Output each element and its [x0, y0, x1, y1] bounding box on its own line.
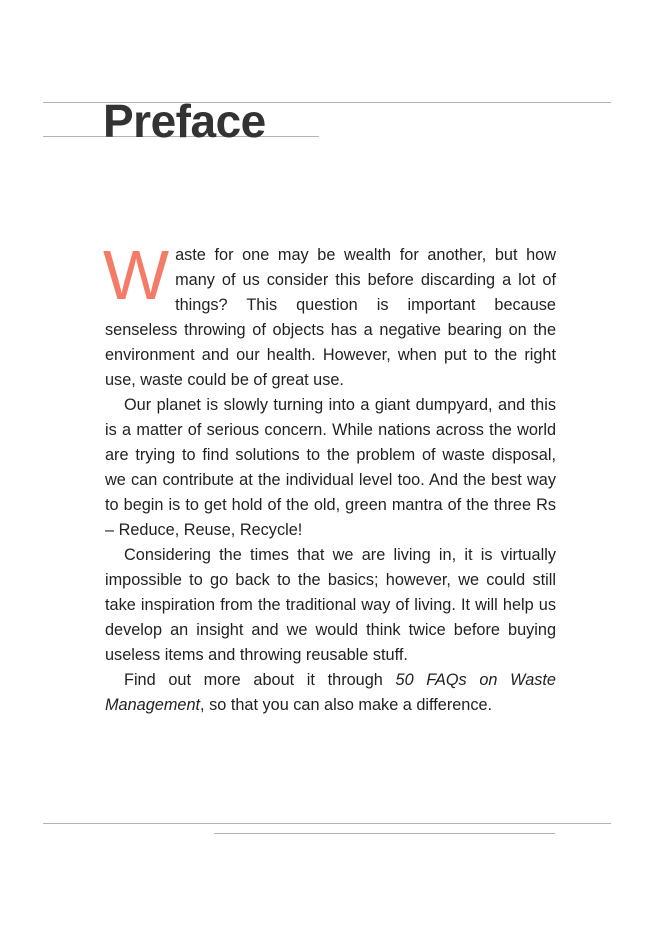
book-title: 50 FAQs on Waste Management: [105, 671, 556, 714]
footer-rule-long: [43, 823, 611, 824]
paragraph-4-lead: Find out more about it through: [124, 671, 396, 689]
paragraph-3: Considering the times that we are living in, it is virtually impossible to go back to the basics; however, we could still take inspiration from the traditional way of living. It will help us develop an insight and we would think twice before buying useless items and throwing reusable stuff.: [105, 546, 556, 664]
preface-body: [103, 236, 556, 718]
paragraph-2: Our planet is slowly turning into a giant dumpyard, and this is a matter of serious concern. While nations across the world are trying to find solutions to the problem of waste disposal, we can contribute at the individual level too. And the best way to begin is to get hold of the old, green mantra of the three Rs – Reduce, Reuse, Recycle!: [105, 396, 556, 539]
drop-cap: W: [103, 236, 170, 314]
footer-rule-short: [214, 833, 555, 834]
paragraph-1: [103, 236, 556, 393]
paragraph-4: [105, 668, 556, 718]
paragraph-1-text: aste for one may be wealth for another, but how many of us consider this before discarding a lot of things? This question is important because senseless throwing of objects has a negative bearing on the environment and our health. However, when put to the right use, waste could be of great use.: [105, 246, 556, 389]
paragraph-4-tail: , so that you can also make a difference.: [200, 696, 493, 714]
page-title: Preface: [103, 95, 266, 147]
